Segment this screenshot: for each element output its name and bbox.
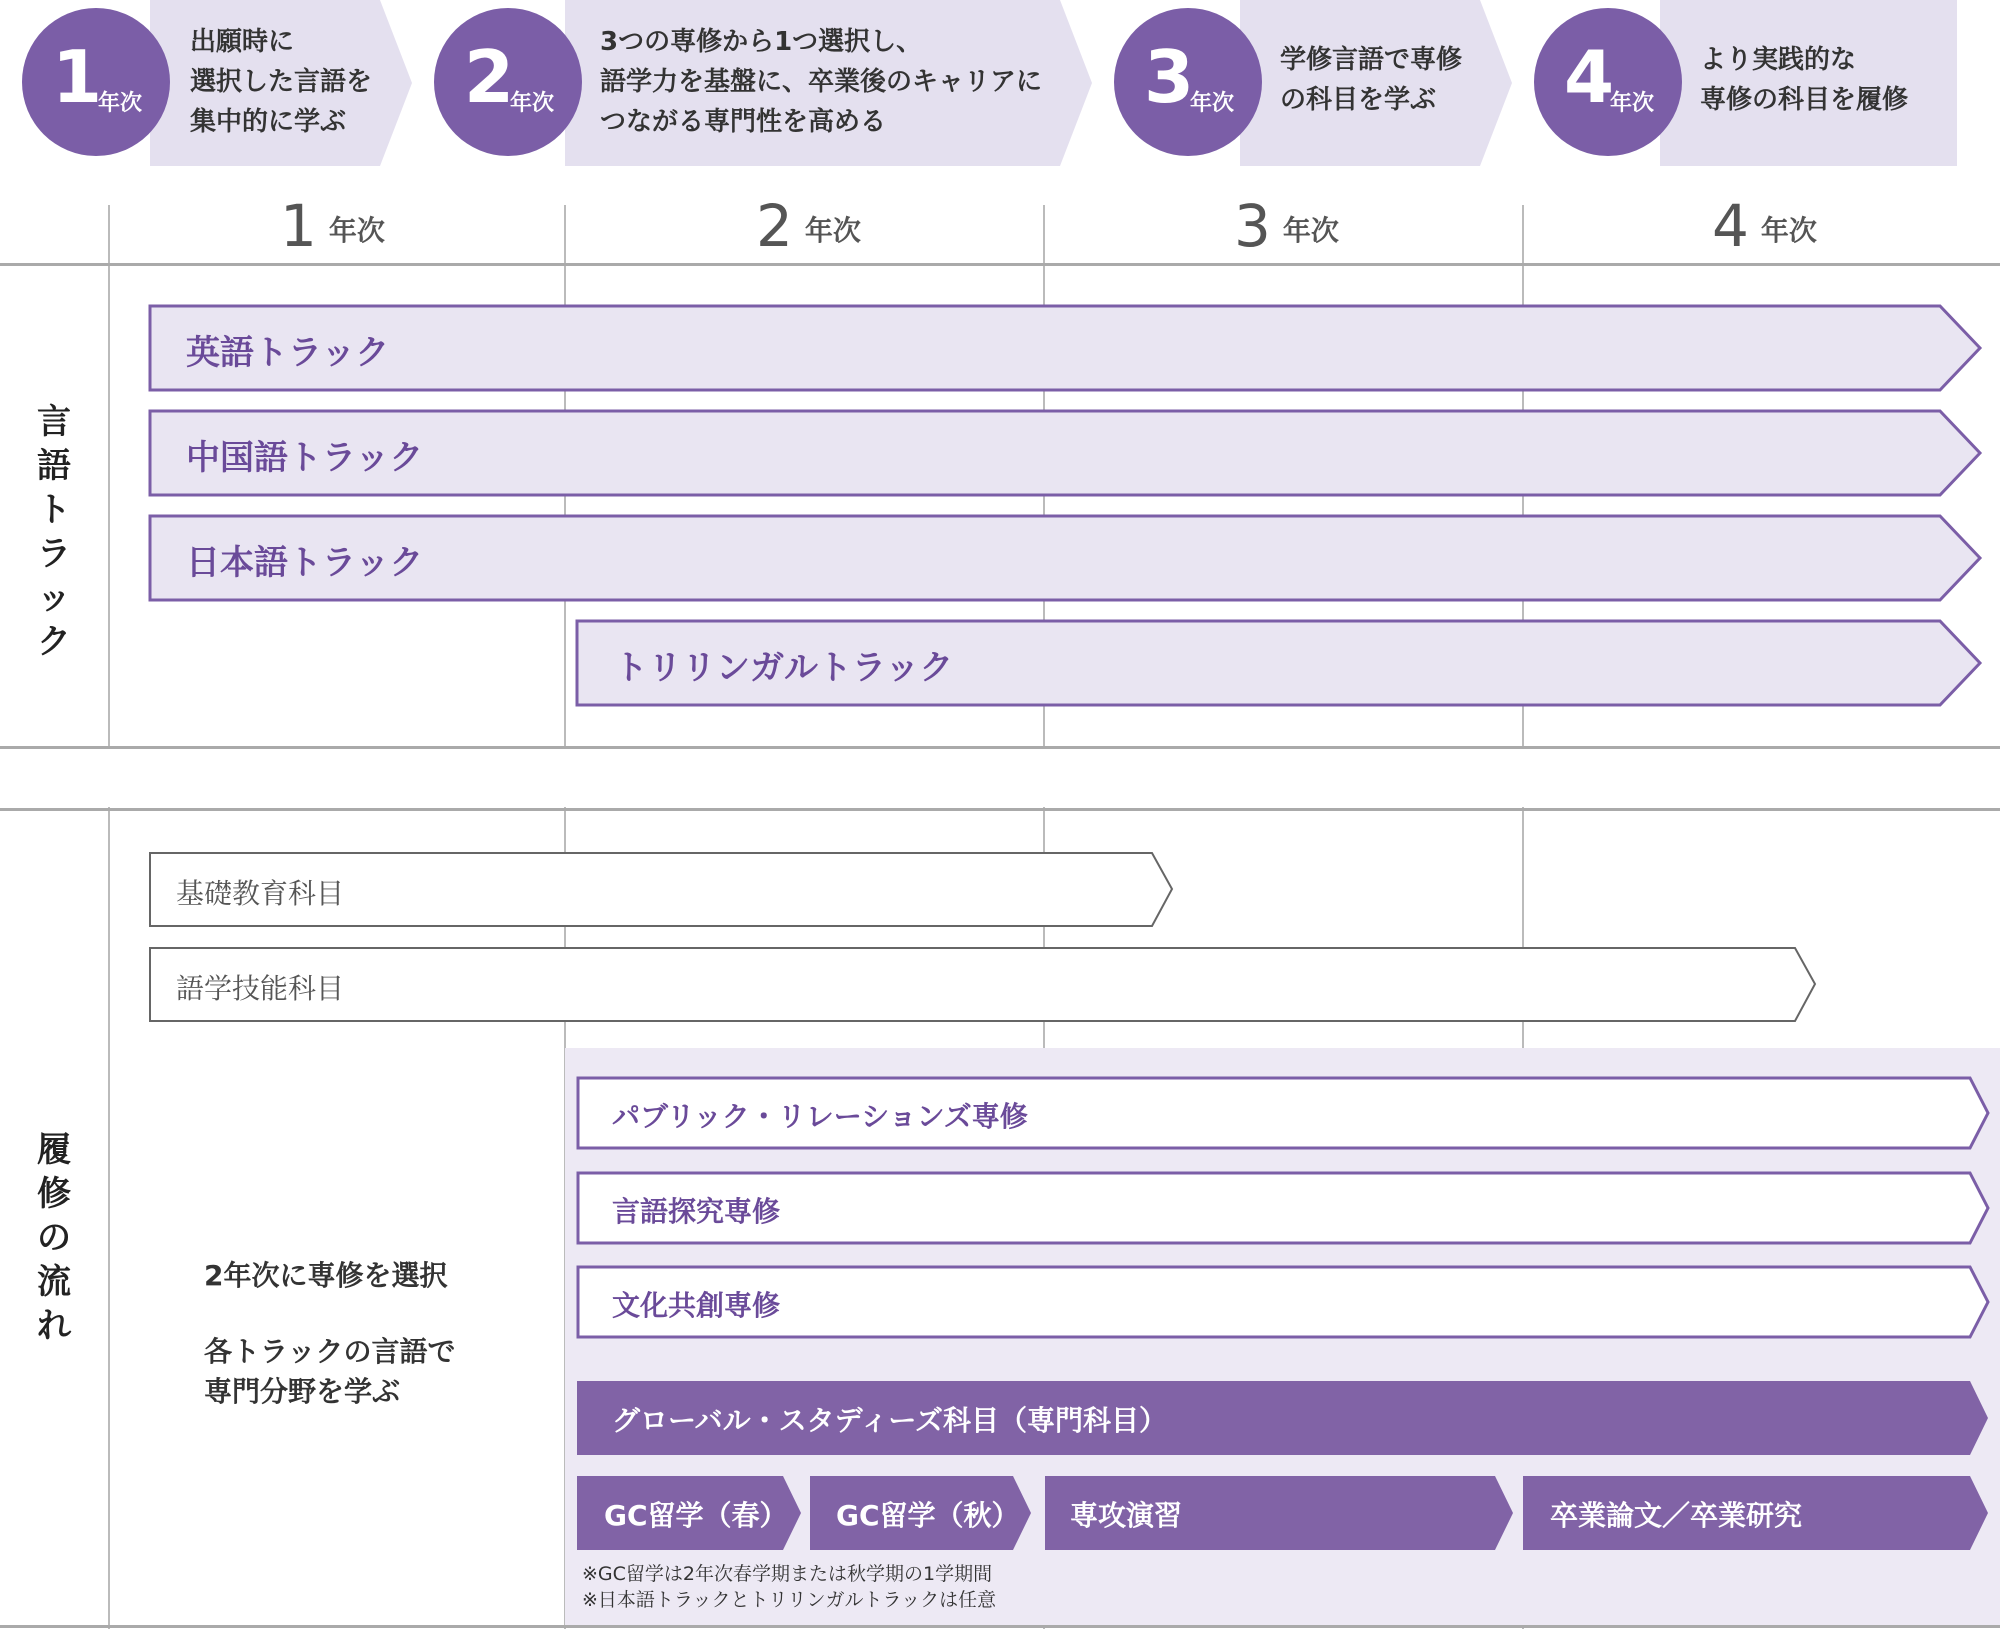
step-number: 2	[464, 35, 515, 119]
track-chinese-arrow	[150, 411, 1980, 495]
track-japanese-label: 日本語トラック	[186, 543, 424, 583]
side-note: 2年次に専修を選択 各トラックの言語で 専門分野を学ぶ	[204, 1259, 456, 1408]
gc-spring-label: GC留学（春）	[604, 1499, 788, 1532]
track-english-arrow	[150, 306, 1980, 390]
step-number: 1	[52, 35, 103, 119]
seminar-label: 専攻演習	[1070, 1499, 1183, 1532]
step-number: 3	[1144, 35, 1195, 119]
track-english-label: 英語トラック	[186, 333, 390, 373]
step-year: 年次	[510, 91, 555, 116]
year-header-1: 1 年次	[280, 192, 385, 260]
language-skill-arrow	[150, 948, 1815, 1021]
major-culture-label: 文化共創専修	[612, 1289, 781, 1322]
section-label-course-flow: 履修の流れ	[37, 1130, 71, 1346]
track-japanese-arrow	[150, 516, 1980, 600]
step-text-2: 3つの専修から1つ選択し、 語学力を基盤に、卒業後のキャリアに つながる専門性を高める	[600, 27, 1043, 137]
major-pr-label: パブリック・リレーションズ専修	[612, 1100, 1028, 1133]
track-trilingual-label: トリリンガルトラック	[614, 648, 954, 688]
step-text-3: 学修言語で専修 の科目を学ぶ	[1280, 45, 1463, 115]
step-text-1: 出願時に 選択した言語を 集中的に学ぶ	[190, 27, 373, 137]
step-year: 年次	[98, 91, 143, 116]
language-skill-label: 語学技能科目	[176, 972, 345, 1005]
thesis-label: 卒業論文／卒業研究	[1550, 1499, 1803, 1532]
step-year: 年次	[1610, 91, 1655, 116]
track-chinese-label: 中国語トラック	[186, 438, 424, 478]
footnotes: ※GC留学は2年次春学期または秋学期の1学期間 ※日本語トラックとトリリンガルトラックは任意	[582, 1563, 997, 1611]
step-text-4: より実践的な 専修の科目を履修	[1700, 45, 1909, 115]
step-number: 4	[1564, 35, 1615, 119]
year-header-2: 2 年次	[756, 192, 861, 260]
year-header-4: 4 年次	[1712, 192, 1817, 260]
major-culture-arrow	[578, 1267, 1988, 1337]
major-linguistics-label: 言語探究専修	[612, 1195, 781, 1228]
major-linguistics-arrow	[578, 1173, 1988, 1243]
section-label-language-track: 言語トラック	[37, 402, 71, 662]
basic-course-label: 基礎教育科目	[176, 877, 345, 910]
step-year: 年次	[1190, 91, 1235, 116]
global-studies-label: グローバル・スタディーズ科目（専門科目）	[612, 1404, 1167, 1437]
year-header-3: 3 年次	[1234, 192, 1339, 260]
gc-autumn-label: GC留学（秋）	[836, 1499, 1020, 1532]
